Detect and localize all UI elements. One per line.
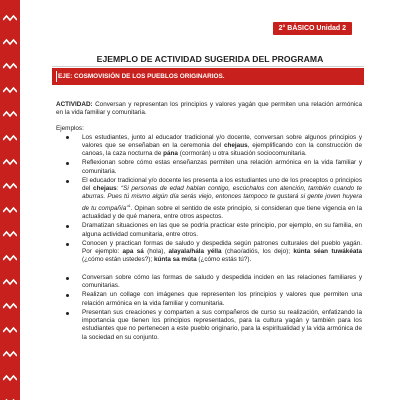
- strip-motif-icon: [3, 254, 17, 262]
- strip-motif-icon: [3, 86, 17, 94]
- list-item: El educador tradicional y/o docente les presenta a los estudiantes uno de los preceptos o principios del chejaus: “Si personas de edad hablan contigo, escúchalos con atención, también cuando te aburras. Pues tú mismo algún día serás viejo, entonces tampoco te gustará si gente joven huyera de tu compañía”$^1$. Opinan sobre el sentido de este principio, si consideran que tiene vigencia en la actualidad y de qué manera, entre otros aspectos.: [56, 177, 362, 221]
- list-item: Reflexionan sobre cómo estas enseñanzas permiten una relación armónica en la vida familiar y comunitaria.: [56, 159, 362, 175]
- strip-motif-icon: [3, 14, 17, 22]
- strip-motif-icon: [3, 350, 17, 358]
- list-item: Los estudiantes, junto al educador tradicional y/o docente, conversan sobre algunos principios y valores que se enseñaban en la ceremonia del chejaus, ejemplificando con la construcción de canoas, la caza nocturna de pána (cormorán) u otra situación sociocomunitaria.: [56, 134, 362, 159]
- list-item: Presentan sus creaciones y comparten a sus compañeros de curso su realización, enfatizando la importancia que tienen los principios representados, para la cultura yagán y también para los estudiantes que no pertenecen a este pueblo originario, para la espiritualidad y la vida armónica de la sociedad en su conjunto.: [56, 309, 362, 342]
- strip-motif-icon: [3, 230, 17, 238]
- strip-motif-icon: [3, 374, 17, 382]
- strip-motif-icon: [3, 134, 17, 142]
- strip-motif-icon: [3, 110, 17, 118]
- list-item: Conocen y practican formas de saludo y despedida según patrones culturales del pueblo yagán. Por ejemplo: apa sá (hola), alayala/hála yélla (chao/adiós, los dejo); kúnta séan tuwákéata (¿cómo están ustedes?); kúnta sa múta (¿cómo estás tú?).: [56, 240, 362, 265]
- bullet-icon: [66, 277, 69, 280]
- eje-banner-line: [56, 71, 57, 82]
- strip-motif-icon: [3, 206, 17, 214]
- bullet-icon: [66, 162, 69, 165]
- bullet-icon: [66, 225, 69, 228]
- bullet-icon: [66, 180, 69, 183]
- bullet-icon: [66, 243, 69, 246]
- left-decorative-strip: [0, 0, 20, 400]
- bullet-icon: [66, 312, 69, 315]
- strip-motif-icon: [3, 302, 17, 310]
- strip-motif-icon: [3, 398, 17, 406]
- page-title: EJEMPLO DE ACTIVIDAD SUGERIDA DEL PROGRAMA: [96, 54, 324, 64]
- strip-motif-icon: [3, 38, 17, 46]
- examples-list-1: [56, 134, 362, 265]
- activity-paragraph: [56, 101, 362, 117]
- list-item: Conversan sobre cómo las formas de saludo y despedida inciden en las relaciones familiares y comunitarias.: [56, 274, 362, 290]
- bullet-icon: [66, 136, 69, 139]
- strip-motif-icon: [3, 62, 17, 70]
- strip-motif-icon: [3, 158, 17, 166]
- strip-motif-icon: [3, 278, 17, 286]
- activity-content: [56, 101, 362, 343]
- activity-text: Conversan y representan los principios y valores yagán que permiten una relación armónica en la vida familiar y comunitaria.: [56, 101, 362, 117]
- list-item: Realizan un collage con imágenes que representen los principios y valores que permiten una relación armónica en la vida familiar y comunitaria.: [56, 291, 362, 307]
- strip-motif-icon: [3, 326, 17, 334]
- examples-list-2: [56, 274, 362, 342]
- activity-label: ACTIVIDAD:: [56, 101, 93, 108]
- title-divider: [52, 66, 364, 67]
- strip-motif-icon: [3, 182, 17, 190]
- bullet-icon: [66, 294, 69, 297]
- grade-unit-badge: 2° BÁSICO Unidad 2: [273, 22, 352, 35]
- eje-banner: [52, 68, 364, 85]
- eje-label: EJE: COSMOVISIÓN DE LOS PUEBLOS ORIGINARIOS.: [58, 73, 225, 80]
- examples-label: Ejemplos:: [56, 125, 84, 133]
- list-item: Dramatizan situaciones en las que se podría practicar este principio, por ejemplo, en su familia, en alguna actividad comunitaria, entre otros.: [56, 222, 362, 238]
